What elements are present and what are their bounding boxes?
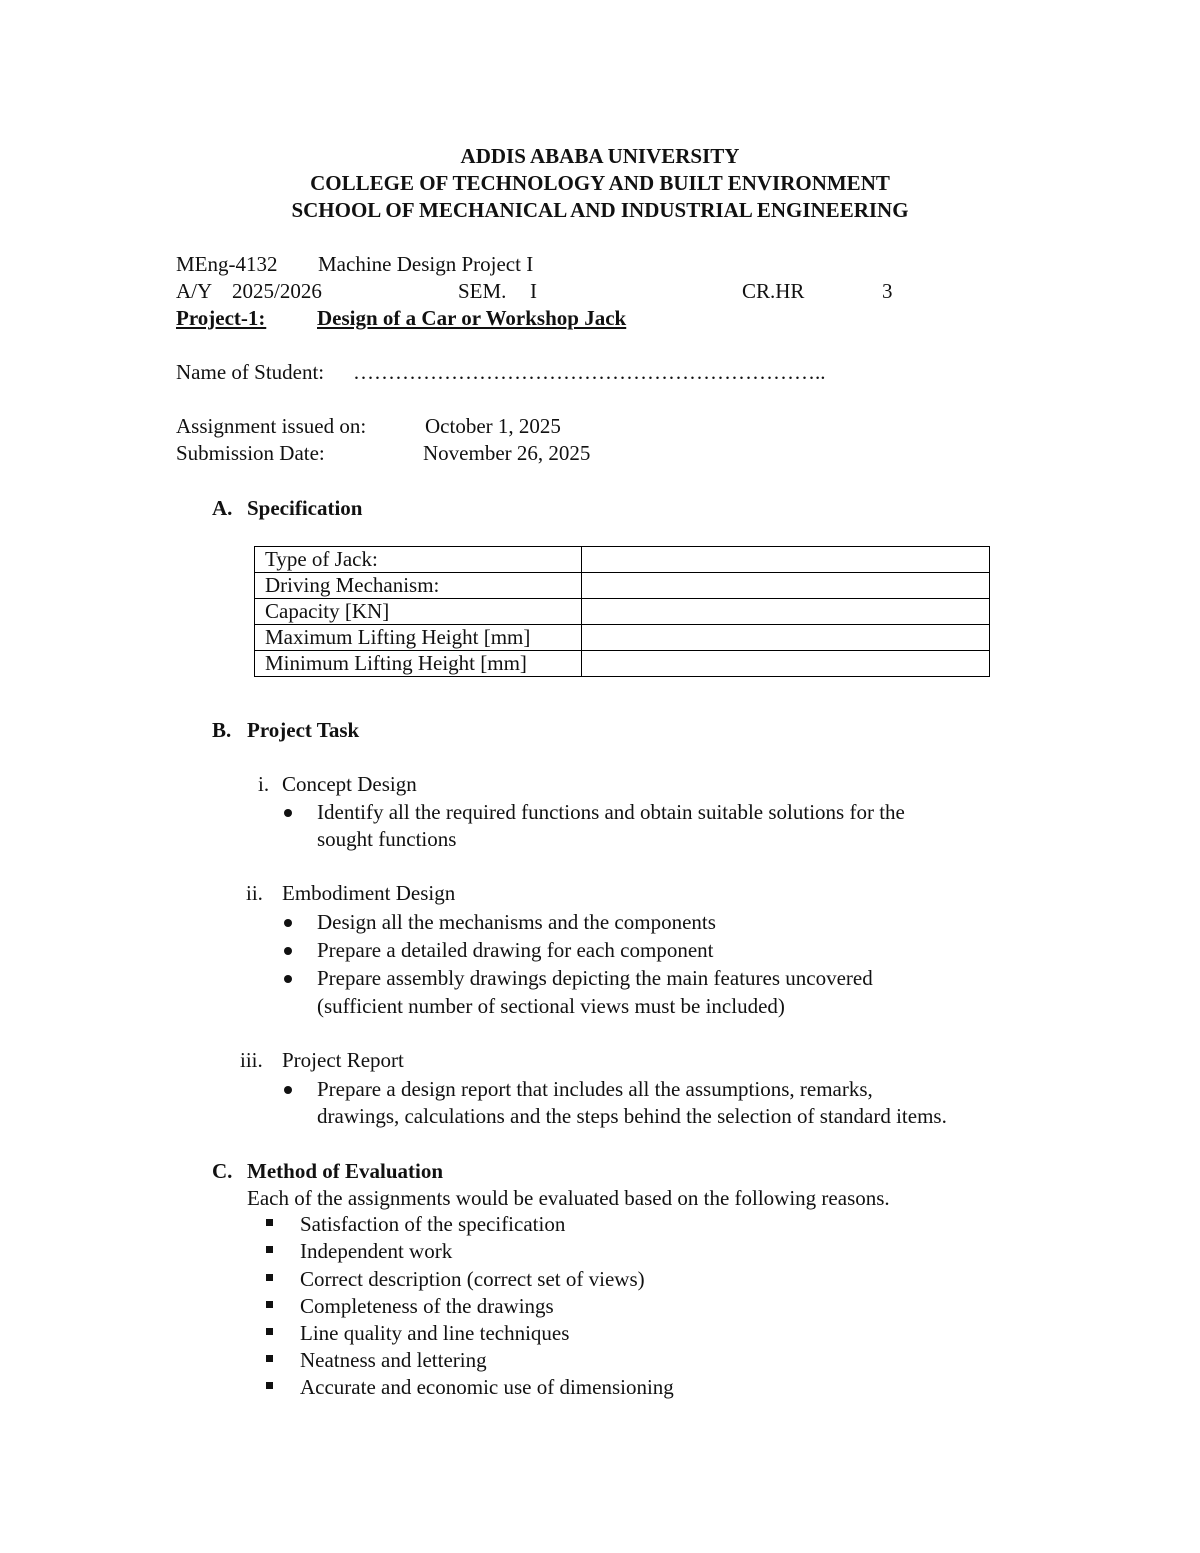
square-bullet-icon xyxy=(266,1328,273,1335)
section-a-marker: A. xyxy=(212,496,233,520)
evaluation-intro: Each of the assignments would be evaluated based on the following reasons. xyxy=(247,1186,890,1210)
list-item: Prepare a detailed drawing for each component xyxy=(317,938,714,962)
college-name: COLLEGE OF TECHNOLOGY AND BUILT ENVIRONMENT xyxy=(310,171,890,195)
table-row xyxy=(255,573,990,599)
table-row xyxy=(255,651,990,677)
section-b-marker: B. xyxy=(212,718,232,742)
issued-value: October 1, 2025 xyxy=(425,414,561,438)
spec-label: Type of Jack: xyxy=(255,547,582,573)
list-item: Identify all the required functions and obtain suitable solutions for the xyxy=(317,800,905,824)
student-name-label: Name of Student: xyxy=(176,360,325,384)
square-bullet-icon xyxy=(266,1301,273,1308)
bullet-dot-icon xyxy=(284,809,292,817)
sem-label: SEM. xyxy=(458,279,507,303)
list-item: Satisfaction of the specification xyxy=(300,1212,566,1236)
course-code: MEng-4132 xyxy=(176,252,278,276)
list-item: Independent work xyxy=(300,1239,453,1263)
spec-label: Maximum Lifting Height [mm] xyxy=(255,625,582,651)
square-bullet-icon xyxy=(266,1382,273,1389)
section-c-marker: C. xyxy=(212,1159,233,1183)
table-row xyxy=(255,547,990,573)
table-row xyxy=(255,599,990,625)
square-bullet-icon xyxy=(266,1219,273,1226)
task-numeral: ii. xyxy=(246,881,263,905)
spec-label: Capacity [KN] xyxy=(255,599,582,625)
table-row xyxy=(255,625,990,651)
list-item: Correct description (correct set of views) xyxy=(300,1267,645,1291)
ay-label: A/Y xyxy=(176,279,213,303)
list-item: Line quality and line techniques xyxy=(300,1321,570,1345)
ay-value: 2025/2026 xyxy=(232,279,322,303)
list-item: Neatness and lettering xyxy=(300,1348,487,1372)
square-bullet-icon xyxy=(266,1274,273,1281)
list-item: Completeness of the drawings xyxy=(300,1294,554,1318)
bullet-dot-icon xyxy=(284,975,292,983)
bullet-dot-icon xyxy=(284,1086,292,1094)
issued-label: Assignment issued on: xyxy=(176,414,367,438)
project-underline-gap xyxy=(261,305,318,332)
crhr-label: CR.HR xyxy=(742,279,805,303)
university-name: ADDIS ABABA UNIVERSITY xyxy=(460,144,740,168)
submission-value: November 26, 2025 xyxy=(423,441,591,465)
bullet-dot-icon xyxy=(284,947,292,955)
section-c-title: Method of Evaluation xyxy=(247,1159,444,1183)
spec-label: Minimum Lifting Height [mm] xyxy=(255,651,582,677)
spec-value xyxy=(582,651,990,677)
bullet-dot-icon xyxy=(284,919,292,927)
square-bullet-icon xyxy=(266,1246,273,1253)
course-title: Machine Design Project I xyxy=(318,252,534,276)
task-numeral: i. xyxy=(258,772,270,796)
spec-value xyxy=(582,625,990,651)
sem-value: I xyxy=(530,279,537,303)
school-name: SCHOOL OF MECHANICAL AND INDUSTRIAL ENGINEERING xyxy=(291,198,909,222)
list-item: Design all the mechanisms and the components xyxy=(317,910,716,934)
specification-table xyxy=(254,546,990,677)
list-item: Accurate and economic use of dimensioning xyxy=(300,1375,674,1399)
section-b-title: Project Task xyxy=(247,718,360,742)
task-title: Project Report xyxy=(282,1048,404,1072)
spec-value xyxy=(582,547,990,573)
spec-value xyxy=(582,573,990,599)
project-label: Project-1: xyxy=(176,306,266,330)
list-item-continued: (sufficient number of sectional views must be included) xyxy=(317,994,785,1018)
spec-value xyxy=(582,599,990,625)
list-item-continued: sought functions xyxy=(317,827,457,851)
square-bullet-icon xyxy=(266,1355,273,1362)
task-numeral: iii. xyxy=(240,1048,263,1072)
list-item-continued: drawings, calculations and the steps behind the selection of standard items. xyxy=(317,1104,947,1128)
student-name-blank: ………………………………………………………….. xyxy=(353,360,826,384)
section-a-title: Specification xyxy=(247,496,363,520)
task-title: Embodiment Design xyxy=(282,881,456,905)
list-item: Prepare assembly drawings depicting the main features uncovered xyxy=(317,966,873,990)
project-title: Design of a Car or Workshop Jack xyxy=(317,306,627,330)
task-title: Concept Design xyxy=(282,772,417,796)
submission-label: Submission Date: xyxy=(176,441,325,465)
list-item: Prepare a design report that includes all the assumptions, remarks, xyxy=(317,1077,873,1101)
spec-label: Driving Mechanism: xyxy=(255,573,582,599)
crhr-value: 3 xyxy=(882,279,893,303)
